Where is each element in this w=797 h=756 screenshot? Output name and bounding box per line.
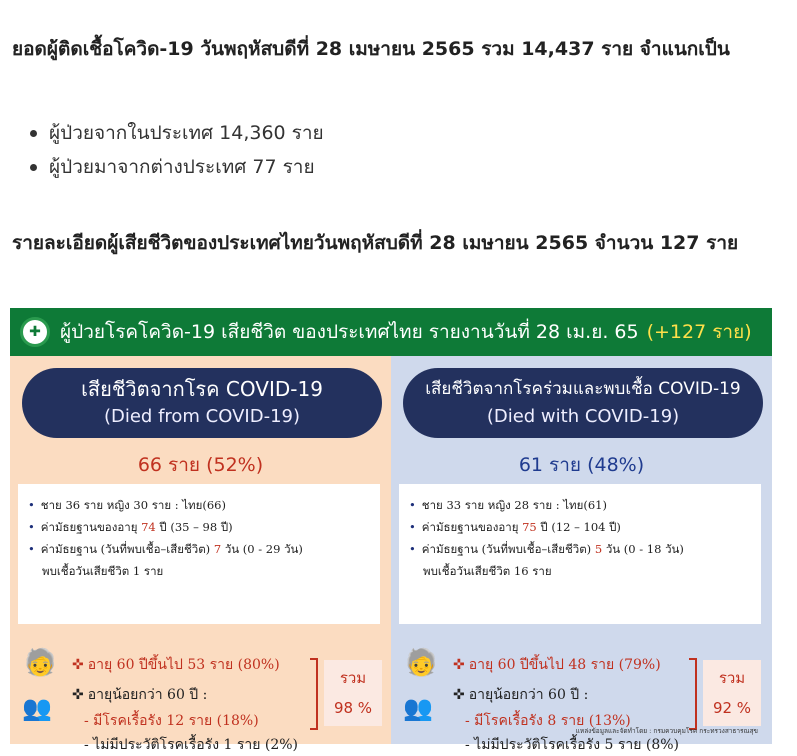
bullet-text-imported: ผู้ป่วยมาจากต่างประเทศ 77 ราย bbox=[49, 156, 315, 178]
median-age-value: 75 bbox=[522, 520, 537, 534]
median-age-label: ค่ามัธยฐานของอายุ bbox=[421, 520, 519, 534]
panel-died-with-covid bbox=[391, 356, 772, 753]
age60-text: อายุ 60 ปีขึ้นไป 48 ราย (79%) bbox=[468, 657, 661, 673]
under60-line: ✜ อายุน้อยกว่า 60 ปี : bbox=[72, 687, 208, 703]
age60-text: อายุ 60 ปีขึ้นไป 53 ราย (80%) bbox=[87, 657, 280, 673]
under60-line: ✜ อายุน้อยกว่า 60 ปี : bbox=[453, 687, 589, 703]
total-box bbox=[324, 660, 382, 726]
death-count: 66 ราย (52%) bbox=[137, 454, 264, 476]
source-credit: แหล่งข้อมูลและจัดทำโดย : กรมควบคุมโรค กระทรวงสาธารณสุข bbox=[575, 727, 758, 735]
median-days-value: 7 bbox=[213, 542, 222, 556]
median-age-label: ค่ามัธยฐานของอายุ bbox=[40, 520, 138, 534]
covid-deaths-infographic bbox=[10, 308, 772, 753]
list-item bbox=[30, 116, 324, 150]
banner-highlight: (+127 ราย) bbox=[646, 321, 752, 343]
ministry-logo-icon: ✚ bbox=[20, 317, 50, 347]
detail-median-days: • ค่ามัธยฐาน (วันที่พบเชื้อ–เสียชีวิต) 5 วัน (0 - 18 วัน) bbox=[409, 538, 751, 560]
panel-died-from-covid bbox=[10, 356, 391, 753]
panel-title-th: เสียชีวิตจากโรคร่วมและพบเชื้อ COVID-19 bbox=[425, 379, 741, 399]
under60-text: อายุน้อยกว่า 60 ปี : bbox=[87, 687, 208, 703]
banner-title: ผู้ป่วยโรคโควิด-19 เสียชีวิต ของประเทศไทย รายงานวันที่ 28 เม.ย. 65 bbox=[60, 321, 639, 343]
median-days-label: ค่ามัธยฐาน (วันที่พบเชื้อ–เสียชีวิต) bbox=[40, 542, 211, 556]
infographic-banner bbox=[10, 308, 772, 356]
panel-title-en: (Died with COVID-19) bbox=[486, 406, 680, 427]
panel-title-pill bbox=[22, 368, 382, 438]
detail-box bbox=[18, 484, 380, 624]
median-age-value: 74 bbox=[141, 520, 156, 534]
total-value: 92 % bbox=[712, 699, 752, 717]
bracket-divider bbox=[689, 658, 697, 730]
detail-median-age: • ค่ามัธยฐานของอายุ 75 ปี (12 – 104 ปี) bbox=[409, 516, 751, 538]
detail-same-day bbox=[28, 560, 370, 582]
case-breakdown-list bbox=[30, 116, 324, 184]
bracket-divider bbox=[310, 658, 318, 730]
median-days-range: วัน (0 - 29 วัน) bbox=[224, 542, 303, 556]
detail-sex: • ชาย 36 ราย หญิง 30 ราย : ไทย(66) bbox=[28, 494, 370, 516]
panel-title-th: เสียชีวิตจากโรค COVID-19 bbox=[81, 377, 323, 401]
age60-line: ✜ อายุ 60 ปีขึ้นไป 53 ราย (80%) bbox=[72, 657, 280, 673]
age-breakdown bbox=[403, 648, 763, 753]
chronic-line: - มีโรคเรื้อรัง 8 ราย (13%) bbox=[465, 713, 631, 729]
median-age-range: ปี (12 – 104 ปี) bbox=[540, 520, 621, 534]
total-label: รวม bbox=[718, 669, 746, 687]
age60-line: ✜ อายุ 60 ปีขึ้นไป 48 ราย (79%) bbox=[453, 657, 661, 673]
detail-median-age: • ค่ามัธยฐานของอายุ 74 ปี (35 – 98 ปี) bbox=[28, 516, 370, 538]
bullet-icon bbox=[30, 164, 37, 171]
elderly-person-icon: 🧓 bbox=[24, 648, 57, 678]
total-box bbox=[703, 660, 761, 726]
article-heading-deaths: รายละเอียดผู้เสียชีวิตของประเทศไทยวันพฤหัสบดีที่ 28 เมษายน 2565 จำนวน 127 ราย bbox=[12, 232, 739, 254]
death-count: 61 ราย (48%) bbox=[518, 454, 645, 476]
no-chronic-line: - ไม่มีประวัติโรคเรื้อรัง 1 ราย (2%) bbox=[84, 737, 299, 753]
same-day-text: พบเชื้อวันเสียชีวิต 1 ราย bbox=[42, 564, 164, 578]
detail-sex-text: ชาย 33 ราย หญิง 28 ราย : ไทย(61) bbox=[421, 498, 607, 512]
age-breakdown bbox=[22, 648, 382, 753]
detail-same-day bbox=[409, 560, 751, 582]
adults-icon: 👥 bbox=[403, 694, 433, 722]
no-chronic-line: - ไม่มีประวัติโรคเรื้อรัง 5 ราย (8%) bbox=[465, 737, 680, 753]
panel-title-pill bbox=[403, 368, 763, 438]
median-age-range: ปี (35 – 98 ปี) bbox=[159, 520, 233, 534]
adults-icon: 👥 bbox=[22, 694, 52, 722]
median-days-value: 5 bbox=[594, 542, 603, 556]
panel-title-en: (Died from COVID-19) bbox=[103, 406, 301, 427]
total-value: 98 % bbox=[333, 699, 373, 717]
elderly-person-icon: 🧓 bbox=[405, 648, 438, 678]
list-item bbox=[30, 150, 324, 184]
detail-sex-text: ชาย 36 ราย หญิง 30 ราย : ไทย(66) bbox=[40, 498, 226, 512]
detail-box bbox=[399, 484, 761, 624]
total-label: รวม bbox=[339, 669, 367, 687]
chronic-line: - มีโรคเรื้อรัง 12 ราย (18%) bbox=[84, 713, 259, 729]
bullet-text-domestic: ผู้ป่วยจากในประเทศ 14,360 ราย bbox=[49, 122, 324, 144]
median-days-range: วัน (0 - 18 วัน) bbox=[605, 542, 684, 556]
article-heading-cases: ยอดผู้ติดเชื้อโควิด-19 วันพฤหัสบดีที่ 28 เมษายน 2565 รวม 14,437 ราย จำแนกเป็น bbox=[12, 38, 730, 60]
bullet-icon bbox=[30, 130, 37, 137]
under60-text: อายุน้อยกว่า 60 ปี : bbox=[468, 687, 589, 703]
detail-sex: • ชาย 33 ราย หญิง 28 ราย : ไทย(61) bbox=[409, 494, 751, 516]
detail-median-days: • ค่ามัธยฐาน (วันที่พบเชื้อ–เสียชีวิต) 7 วัน (0 - 29 วัน) bbox=[28, 538, 370, 560]
same-day-text: พบเชื้อวันเสียชีวิต 16 ราย bbox=[423, 564, 552, 578]
median-days-label: ค่ามัธยฐาน (วันที่พบเชื้อ–เสียชีวิต) bbox=[421, 542, 592, 556]
